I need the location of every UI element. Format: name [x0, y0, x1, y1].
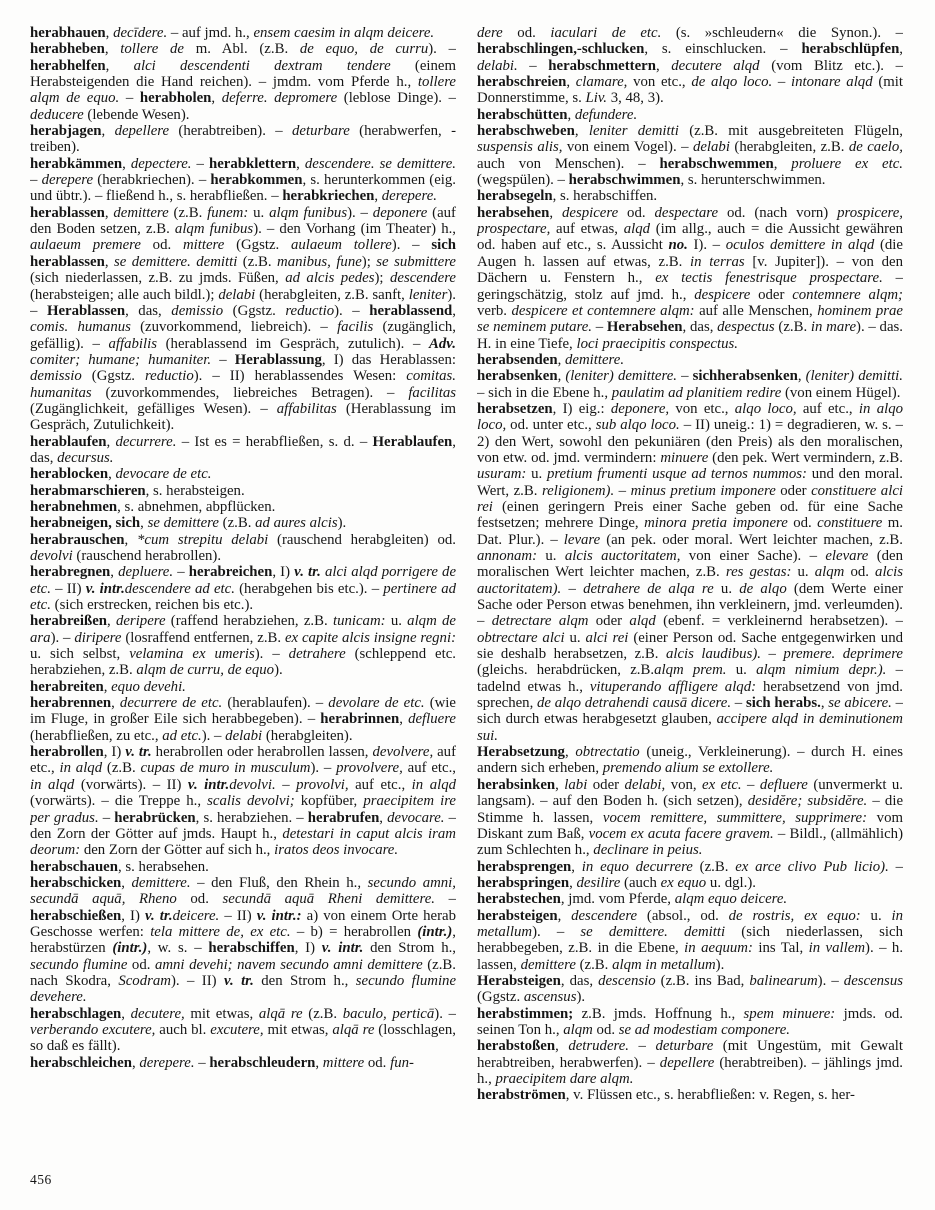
dictionary-entry: herabsegeln, s. herabschiffen.: [477, 188, 658, 205]
text-column-right: [477, 25, 903, 1175]
dictionary-entry: herabstimmen; z.B. jmds. Hoffnung h., spem minuere: jmds. od. seinen Ton h., alqm od. se ad modestiam componere.: [477, 1005, 903, 1038]
dictionary-entry: herabströmen, v. Flüssen etc., s. herabfließen: v. Regen, s. her-: [477, 1087, 855, 1104]
dictionary-entry: Herabsteigen, das, descensio (z.B. ins Bad, balinearum). – descensus (Ggstz. ascensus).: [477, 972, 903, 1006]
dictionary-entry: herabschleichen, derepere. – herabschleudern, mittere od. fun-: [30, 1054, 414, 1071]
dictionary-entry: herabstoßen, detrudere. – deturbare (mit Ungestüm, mit Gewalt herabtreiben, herabwerfen). – depellere (herabtreiben). – jählings jmd. h., praecipitem dare alqm.: [477, 1038, 903, 1087]
dictionary-entry: herabkämmen, depectere. – herabklettern, descendere. se demittere. – derepere (herabkriechen). – herabkommen, s. herunterkommen (eig. und übtr.). – fließend h., s. herabfließen. – herabkriechen, derepere.: [30, 155, 456, 205]
dictionary-entry: herabmarschieren, s. herabsteigen.: [30, 482, 245, 499]
dictionary-entry: herabschauen, s. herabsehen.: [30, 858, 209, 875]
dictionary-entry: herabheben, tollere de m. Abl. (z.B. de equo, de curru). – herabhelfen, alci descendenti dextram tendere (einem Herabsteigenden die Hand reichen). – jmdm. vom Pferde h., tollere alqm de equo. – herabholen, deferre. depromere (leblose Dinge). – deducere (lebende Wesen).: [30, 41, 456, 123]
dictionary-entry: herabrennen, decurrere de etc. (herablaufen). – devolare de etc. (wie im Fluge, in großer Eile sich herabbegeben). – herabrinnen, defluere (herabfließen, zu etc., ad etc.). – delabi (herabgleiten).: [30, 695, 456, 744]
dictionary-entry: herabstechen, jmd. vom Pferde, alqm equo deicere.: [477, 891, 788, 908]
dictionary-entry: herabrollen, I) v. tr. herabrollen oder herabrollen lassen, devolvere, auf etc., in alqd (z.B. cupas de muro in musculum). – provolvere, auf etc., in alqd (vorwärts). – II) v. intr.devolvi. – provolvi, auf etc., in alqd (vorwärts). – die Treppe h., scalis devolvi; kopfüber, praecipitem ire per gradus. – herabrücken, s. herabziehen. – herabrufen, devocare. – den Zorn der Götter auf jmds. Haupt h., detestari in caput alcis iram deorum: den Zorn der Götter auf sich h., iratos deos invocare.: [30, 744, 456, 859]
dictionary-entry: herabreiten, equo devehi.: [30, 678, 186, 695]
dictionary-entry: herablassen, demittere (z.B. funem: u. alqm funibus). – deponere (auf den Boden setzen, z.B. alqm funibus). – den Vorhang (im Theater) h., aulaeum premere od. mittere (Ggstz. aulaeum tollere). – sich herablassen, se demittere. demitti (z.B. manibus, fune); se submittere (sich niederlassen, z.B. zu jmds. Füßen, ad alcis pedes); descendere (herabsteigen; alle auch bildl.); delabi (herabgleiten, z.B. sanft, leniter). – Herablassen, das, demissio (Ggstz. reductio). – herablassend, comis. humanus (zuvorkommend, liebreich). – facilis (zugänglich, gefällig). – affabilis (herablassend im Gespräch, zutulich). – Adv. comiter; humane; humaniter. – Herablassung, I) das Herablassen: demissio (Ggstz. reductio). – II) herablassendes Wesen: comitas. humanitas (zuvorkommendes, liebreiches Betragen). – facilitas (Zugänglichkeit, gefälliges Wesen). – affabilitas (Herablassung im Gespräch, Zutulichkeit).: [30, 204, 456, 434]
dictionary-entry: herabschütten, defundere.: [477, 106, 638, 123]
dictionary-entry: herablocken, devocare de etc.: [30, 466, 212, 483]
dictionary-entry: herabhauen, decīdere. – auf jmd. h., ensem caesim in alqm deicere.: [30, 25, 435, 41]
dictionary-entry: herabregnen, depluere. – herabreichen, I) v. tr. alci alqd porrigere de etc. – II) v. intr.descendere ad etc. (herabgehen bis etc.). – pertinere ad etc. (sich erstrecken, reichen bis etc.).: [30, 564, 456, 614]
dictionary-entry: herablaufen, decurrere. – Ist es = herabfließen, s. d. – Herablaufen, das, decursus.: [30, 433, 456, 466]
dictionary-entry: herabsinken, labi oder delabi, von, ex etc. – defluere (unvermerkt u. langsam). – auf den Boden h. (sich setzen), desidĕre; subsidĕre. – die Stimme h. lassen, vocem remittere, summittere, supprimere: vom Diskant zum Baß, vocem ex acuta facere gravem. – Bildl., (allmählich) zum Schlechten h., declinare in peius.: [477, 776, 903, 859]
dictionary-entry: herabschicken, demittere. – den Fluß, den Rhein h., secundo amni, secundā aquā, Rheno od. secundā aquā Rheni demittere. – herabschießen, I) v. tr.deicere. – II) v. intr.: a) von einem Orte herab Geschosse werfen: tela mittere de, ex etc. – b) = herabrollen (intr.), herabstürzen (intr.), w. s. – herabschiffen, I) v. intr. den Strom h., secundo flumine od. amni devehi; navem secundo amni demittere (z.B. nach Skodra, Scodram). – II) v. tr. den Strom h., secundo flumine devehere.: [30, 874, 456, 1006]
dictionary-entry: dere od. iaculari de etc. (s. »schleudern« die Synon.). – herabschlingen,-schlucken, s. einschlucken. – herabschlüpfen, delabi. – herabschmettern, decutere alqd (vom Blitz etc.). – herabschreien, clamare, von etc., de alqo loco. – intonare alqd (mit Donnerstimme, s. Liv. 3, 48, 3).: [477, 25, 903, 107]
dictionary-entry: herabreißen, deripere (raffend herabziehen, z.B. tunicam: u. alqm de ara). – diripere (losraffend entfernen, z.B. ex capite alcis insigne regni: u. sich selbst, velamina ex umeris). – detrahere (schleppend etc. herabziehen, z.B. alqm de curru, de equo).: [30, 613, 456, 679]
dictionary-entry: herabsehen, despicere od. despectare od. (nach vorn) prospicere, prospectare, auf etwas, alqd (im allg., auch = die Aussicht gewähren od. haben auf etc., s. Aussicht no. I). – oculos demittere in alqd (die Augen h. lassen auf etwas, z.B. in terras [v. Jupiter]). – von den Dächern u. Fenstern h., ex tectis fenestrisque prospectare. – geringschätzig, stolz auf jmd. h., despicere oder contemnere alqm; verb. despicere et contemnere alqm: auf alle Menschen, hominem prae se neminem putare. – Herabsehen, das, despectus (z.B. in mare). – das. H. in eine Tiefe, loci praecipitis conspectus.: [477, 204, 903, 352]
dictionary-entry: herabsenden, demittere.: [477, 351, 625, 368]
dictionary-entry: herabschweben, leniter demitti (z.B. mit ausgebreiteten Flügeln, suspensis alis, von einem Vogel). – delabi (herabgleiten, z.B. de caelo, auch von Menschen). – herabschwemmen, proluere ex etc. (wegspülen). – herabschwimmen, s. herunterschwimmen.: [477, 123, 903, 189]
dictionary-entry: herabneigen, sich, se demittere (z.B. ad aures alcis).: [30, 515, 347, 532]
dictionary-entry: herabnehmen, s. abnehmen, abpflücken.: [30, 498, 276, 515]
dictionary-entry: herabrauschen, *cum strepitu delabi (rauschend herabgleiten) od. devolvi (rauschend herabrollen).: [30, 531, 456, 564]
dictionary-entry: herabjagen, depellere (herabtreiben). – deturbare (herabwerfen, -treiben).: [30, 123, 456, 156]
dictionary-entry: herabsetzen, I) eig.: deponere, von etc., alqo loco, auf etc., in alqo loco, od. unter etc., sub alqo loco. – II) uneig.: 1) = degradieren, w. s. – 2) den Wert, sowohl den pekuniären (den Preis) als den moralischen, von etw. od. jmd. vermindern: minuere (den pek. Wert vermindern, z.B. usuram: u. pretium frumenti usque ad ternos nummos: und den moral. Wert, z.B. religionem). – minus pretium imponere oder constituere alci rei (einen geringern Preis einer Sache geben od. für eine Sache festsetzen; mehrere Dinge, minora pretia imponere od. constituere m. Dat. Plur.). – levare (an pek. oder moral. Wert leichter machen, z.B. annonam: u. alcis auctoritatem, von einer Sache). – elevare (den moralischen Wert leichter machen, z.B. res gestas: u. alqm od. alcis auctoritatem). – detrahere de alqa re u. de alqo (dem Werte einer Sache oder Person etwas benehmen, ihn verkleinern, jmd. verleumden). – detrectare alqm oder alqd (ebenf. = verkleinernd herabsetzen). – obtrectare alci u. alci rei (einer Person od. Sache entgegenwirken und sie deshalb herabsetzen, z.B. alcis laudibus). – premere. deprimere (gleichs. herabdrücken, z.B.alqm prem. u. alqm nimium depr.). – tadelnd etwas h., vituperando affligere alqd: herabsetzend von jmd. sprechen, de alqo detrahendi causā dicere. – sich herabs., se abicere. – sich durch etwas herabgesetzt glauben, accipere alqd in deminutionem sui.: [477, 400, 903, 744]
dictionary-entry: herabschlagen, decutere, mit etwas, alqā re (z.B. baculo, perticā). – verberando excutere, auch bl. excutere, mit etwas, alqā re (losschlagen, so daß es fällt).: [30, 1005, 456, 1055]
dictionary-entry: herabsprengen, in equo decurrere (z.B. ex arce clivo Pub licio). – herabspringen, desilire (auch ex equo u. dgl.).: [477, 858, 903, 891]
page-number: 456: [30, 1172, 52, 1187]
dictionary-entry: herabsteigen, descendere (absol., od. de rostris, ex equo: u. in metallum). – se demittere. demitti (sich niederlassen, sich herabbegeben, z.B. in die Ebene, in aequum: ins Tal, in vallem). – h. lassen, demittere (z.B. alqm in metallum).: [477, 907, 903, 973]
dictionary-entry: herabsenken, (leniter) demittere. – sichherabsenken, (leniter) demitti. – sich in die Ebene h., paulatim ad planitiem redire (von einem Hügel).: [477, 368, 903, 401]
dictionary-entry: Herabsetzung, obtrectatio (uneig., Verkleinerung). – durch H. eines andern sich erheben, premendo alium se extollere.: [477, 744, 903, 777]
text-column-left: [30, 25, 456, 1175]
